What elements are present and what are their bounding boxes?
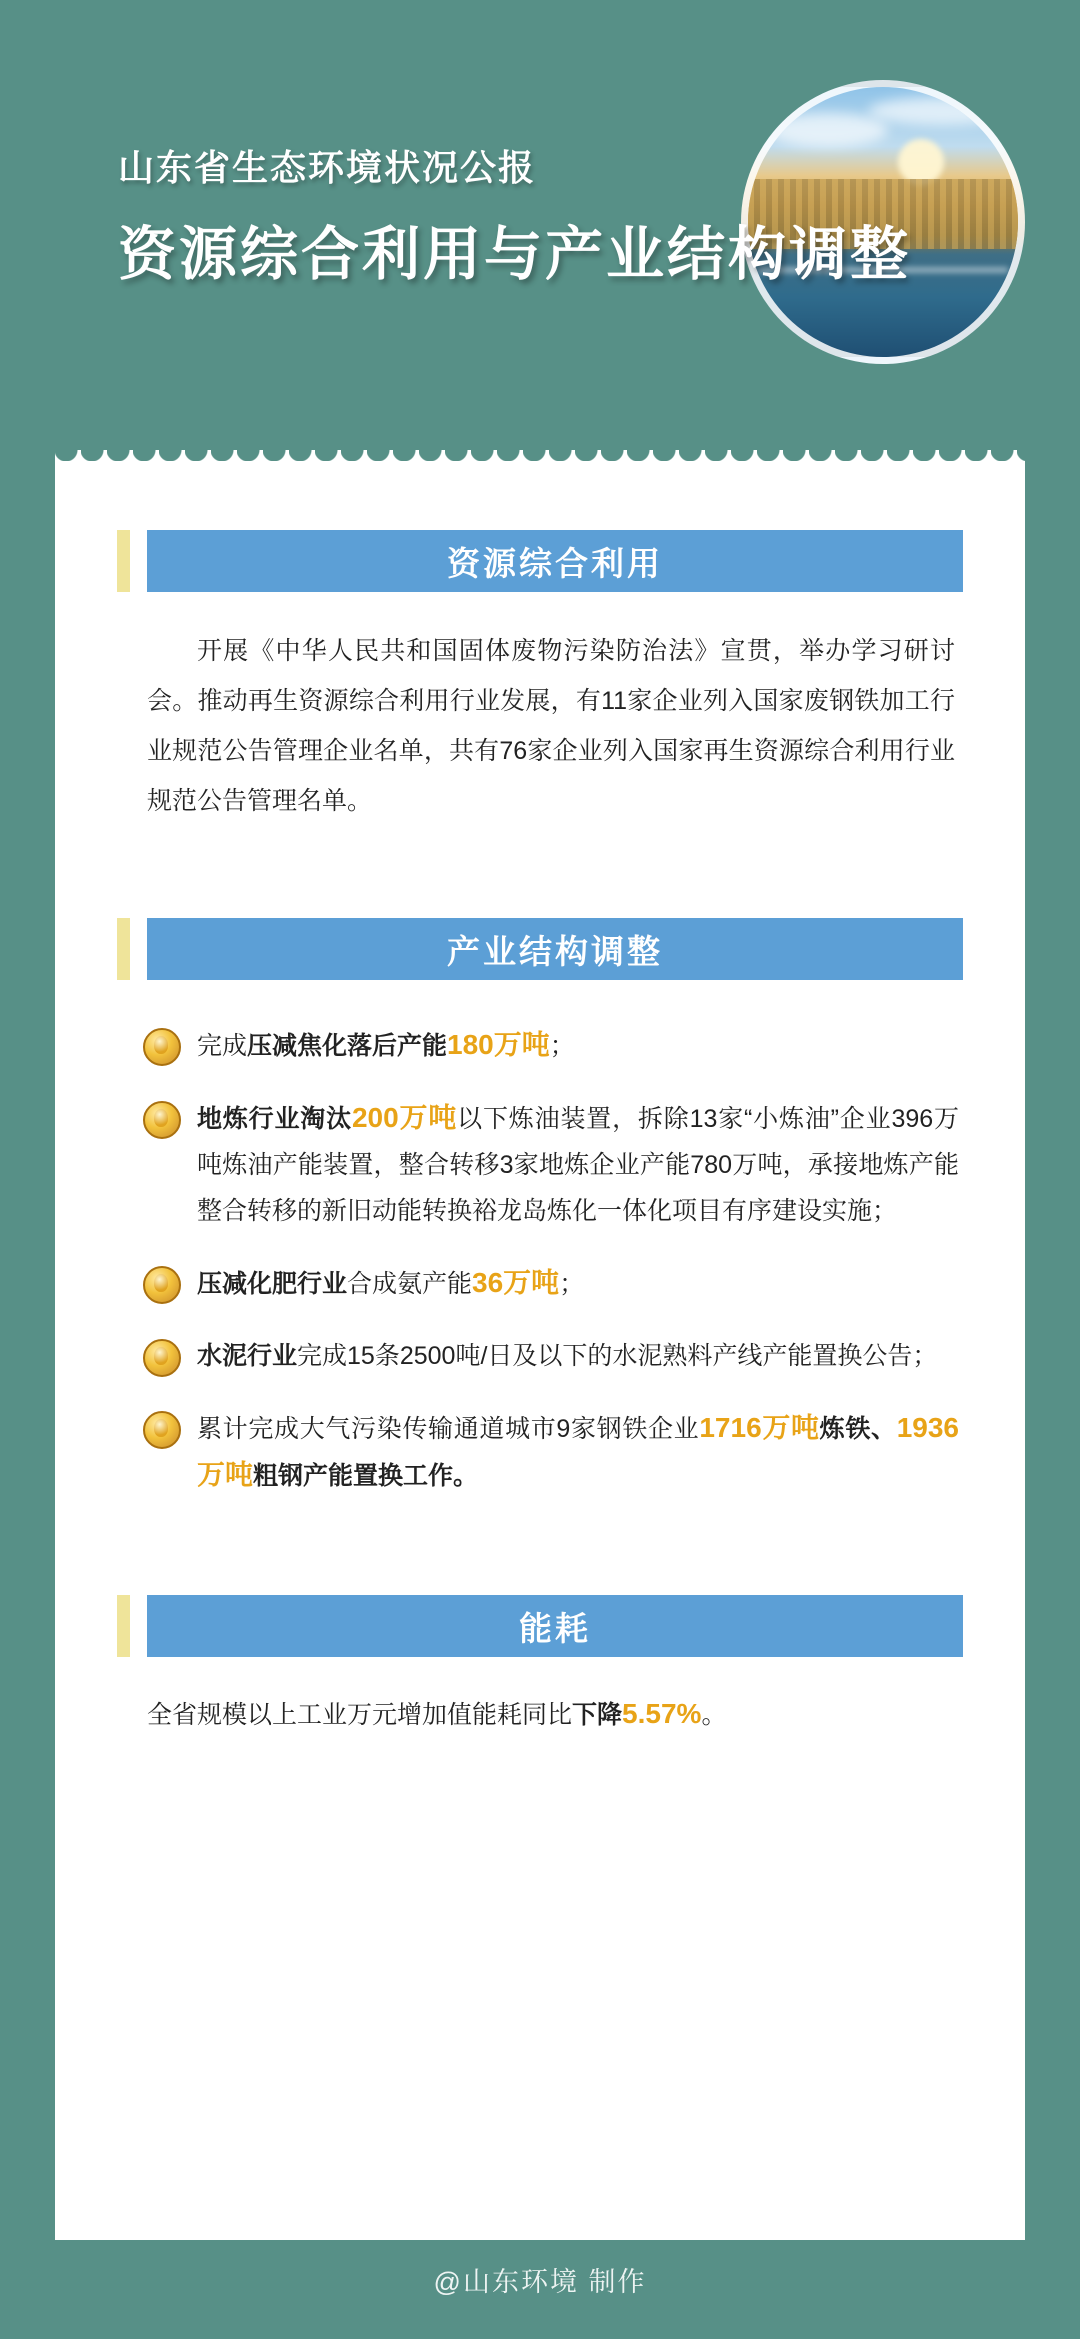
spacer bbox=[117, 1525, 963, 1595]
list-item bbox=[143, 1260, 959, 1307]
text-run: 全省规模以上工业万元增加值能耗同比 bbox=[147, 1701, 573, 1729]
text-run: 以下炼油装置，拆除13家“小炼油”企业396万吨炼油产能装置，整合转移3家地炼企业产能780万吨，承接地炼产能整合转移的新旧动能转换裕龙岛炼化一体化项目有序建设实施； bbox=[197, 1105, 959, 1225]
section-tick-marker bbox=[117, 530, 130, 592]
section-title-bar bbox=[147, 1595, 963, 1657]
text-run-bold: 水泥行业 bbox=[197, 1342, 298, 1370]
list-item bbox=[143, 1405, 959, 1499]
text-run-highlight: 1936万吨 bbox=[197, 1412, 959, 1490]
flame-bullet-icon bbox=[143, 1411, 181, 1449]
card-torn-edge bbox=[55, 439, 1025, 461]
list-item-text bbox=[197, 1333, 937, 1379]
header-text-block bbox=[118, 140, 911, 291]
list-item-text bbox=[197, 1022, 575, 1069]
page-title: 资源综合利用与产业结构调整 bbox=[118, 222, 912, 287]
text-run: 。 bbox=[701, 1701, 727, 1729]
text-run-bold: 粗钢产能置换工作。 bbox=[253, 1462, 479, 1490]
section-header-industrial-restructuring bbox=[117, 918, 963, 980]
text-run-bold: 压减焦化落后产能 bbox=[247, 1032, 448, 1060]
industrial-restructuring-bullet-list bbox=[117, 1014, 963, 1499]
flame-bullet-icon bbox=[143, 1028, 181, 1066]
flame-bullet-icon bbox=[143, 1339, 181, 1377]
text-run-highlight: 180万吨 bbox=[447, 1029, 550, 1060]
text-run-bold: 压减化肥行业 bbox=[197, 1270, 348, 1298]
spacer bbox=[117, 826, 963, 918]
flame-bullet-icon bbox=[143, 1101, 181, 1139]
text-run-highlight: 1716万吨 bbox=[699, 1412, 820, 1443]
text-run: ； bbox=[549, 1032, 575, 1060]
section-header-energy-consumption bbox=[117, 1595, 963, 1657]
text-run: ； bbox=[559, 1270, 585, 1298]
resource-utilization-paragraph: 开展《中华人民共和国固体废物污染防治法》宣贯，举办学习研讨会。推动再生资源综合利用行业发展，有11家企业列入国家废钢铁加工行业规范公告管理企业名单，共有76家企业列入国家再生资源综合利用行业规范公告管理名单。 bbox=[147, 637, 955, 815]
list-item-text bbox=[197, 1260, 584, 1307]
section-title-bar bbox=[147, 530, 963, 592]
text-run: 完成 bbox=[197, 1032, 248, 1060]
section-title-text: 资源综合利用 bbox=[447, 544, 663, 582]
text-run-highlight: 200万吨 bbox=[351, 1102, 458, 1133]
text-run: 完成15条2500吨/日及以下的水泥熟料产线产能置换公告； bbox=[297, 1342, 938, 1370]
content-card bbox=[55, 450, 1025, 2240]
text-run-bold: 炼铁、 bbox=[819, 1415, 897, 1443]
section-tick-marker bbox=[117, 1595, 130, 1657]
text-run-bold: 下降 bbox=[572, 1701, 623, 1729]
page-header bbox=[0, 0, 1080, 440]
text-run: 累计完成大气污染传输通道城市9家钢铁企业 bbox=[197, 1415, 700, 1443]
text-run: 合成氨产能 bbox=[347, 1270, 473, 1298]
energy-consumption-paragraph bbox=[117, 1691, 963, 1738]
text-run-bold: 地炼行业淘汰 bbox=[197, 1105, 352, 1133]
list-item bbox=[143, 1333, 959, 1379]
footer-credit: @山东环境 制作 bbox=[433, 2267, 647, 2297]
section-tick-marker bbox=[117, 918, 130, 980]
text-run-highlight: 36万吨 bbox=[472, 1267, 560, 1298]
section-title-text: 能耗 bbox=[519, 1609, 591, 1647]
list-item-text bbox=[197, 1095, 959, 1234]
list-item bbox=[143, 1095, 959, 1234]
section-header-resource-utilization bbox=[117, 530, 963, 592]
report-kicker: 山东省生态环境状况公报 bbox=[118, 147, 537, 188]
text-run-highlight: 5.57% bbox=[622, 1698, 702, 1729]
section-title-text: 产业结构调整 bbox=[447, 932, 663, 970]
cloud-shape bbox=[868, 97, 1018, 125]
list-item bbox=[143, 1022, 959, 1069]
section-title-bar bbox=[147, 918, 963, 980]
flame-bullet-icon bbox=[143, 1266, 181, 1304]
list-item-text bbox=[197, 1405, 959, 1499]
